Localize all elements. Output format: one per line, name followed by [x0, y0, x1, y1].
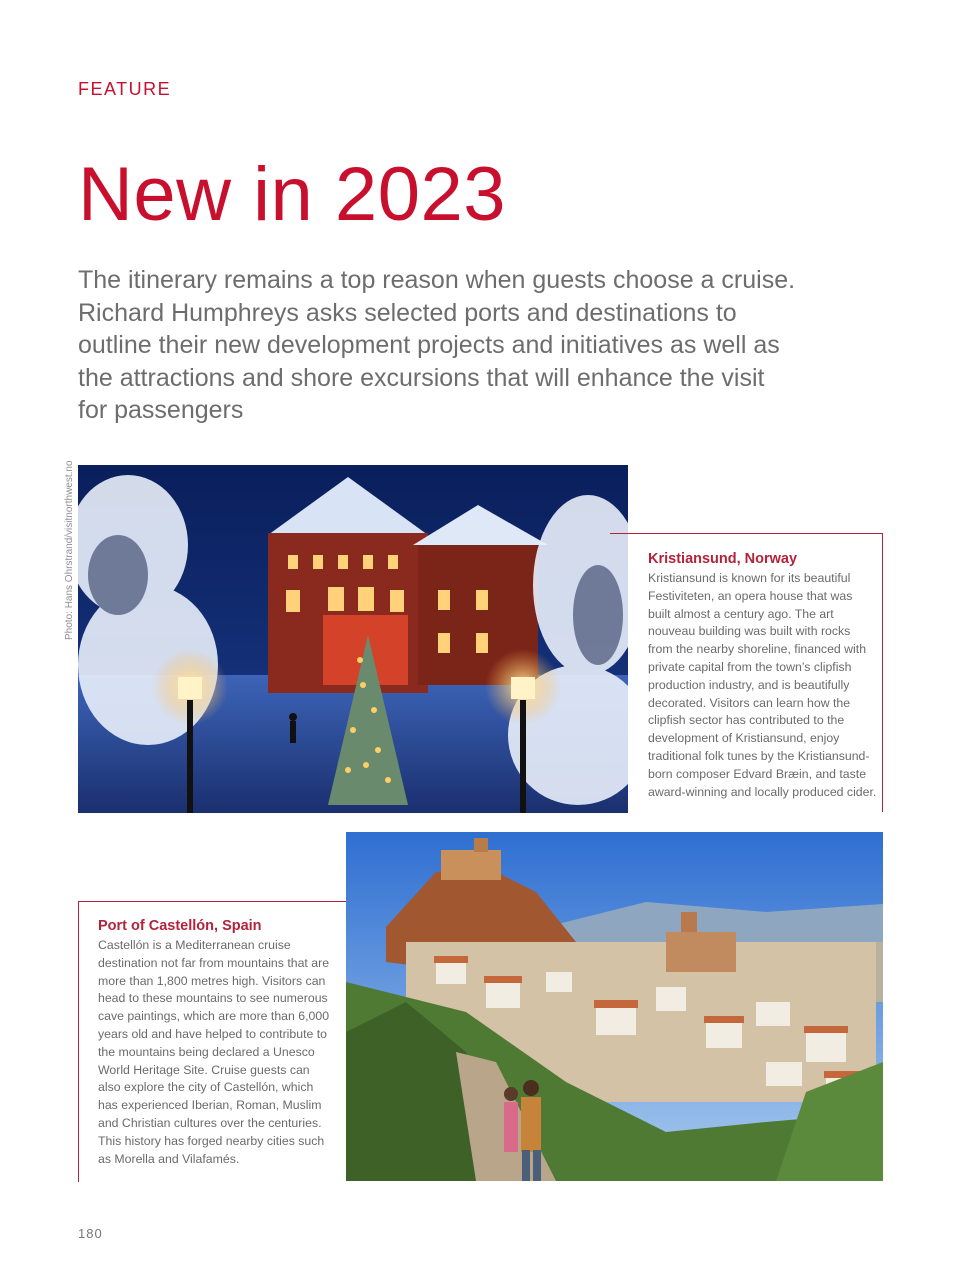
castellon-body: Castellón is a Mediterranean cruise destination not far from mountains that are more than 1,800 metres high. Visitors can head to these mountains to see numerous cave paintings, which are more than 6,000 years old and have helped to contribute to the mountains being declared a Unesco World Heritage Site. Cruise guests can also explore the city of Castellón, which has experienced Iberian, Roman, Muslim and Christian cultures over the centuries. This history has forged nearby cities such as Morella and Vilafamés.	[98, 938, 330, 1166]
standfirst: The itinerary remains a top reason when guests choose a cruise. Richard Humphreys asks selected ports and destinations to outline their new development projects and initiatives as well as the attractions and shore excursions that will enhance the visit for passengers	[78, 266, 796, 424]
kristiansund-body: Kristiansund is known for its beautiful Festiviteten, an opera house that was built almost a century ago. The art nouveau building was built with rocks from the nearby shoreline, financed with private capital from the town’s clipfish production industry, and is beautifully decorated. Visitors can learn how the clipfish sector has contributed to the development of Kristiansund, enjoy traditional folk tunes by the Kristiansund-born composer Edvard Bræin, and taste award-winning and locally produced cider.	[648, 571, 877, 799]
kristiansund-title: Kristiansund, Norway	[648, 551, 798, 567]
page-title: New in 2023	[78, 152, 506, 237]
castellon-title: Port of Castellón, Spain	[98, 918, 262, 934]
castellon-illustration	[346, 832, 883, 1181]
section-label: FEATURE	[78, 79, 172, 99]
castellon-photo	[346, 832, 883, 1181]
photo-credit: Photo: Hans Ohrstrand/visitnorthwest.no	[64, 460, 75, 640]
kristiansund-photo	[78, 465, 628, 813]
kristiansund-illustration	[78, 465, 628, 813]
page-number: 180	[78, 1226, 103, 1241]
